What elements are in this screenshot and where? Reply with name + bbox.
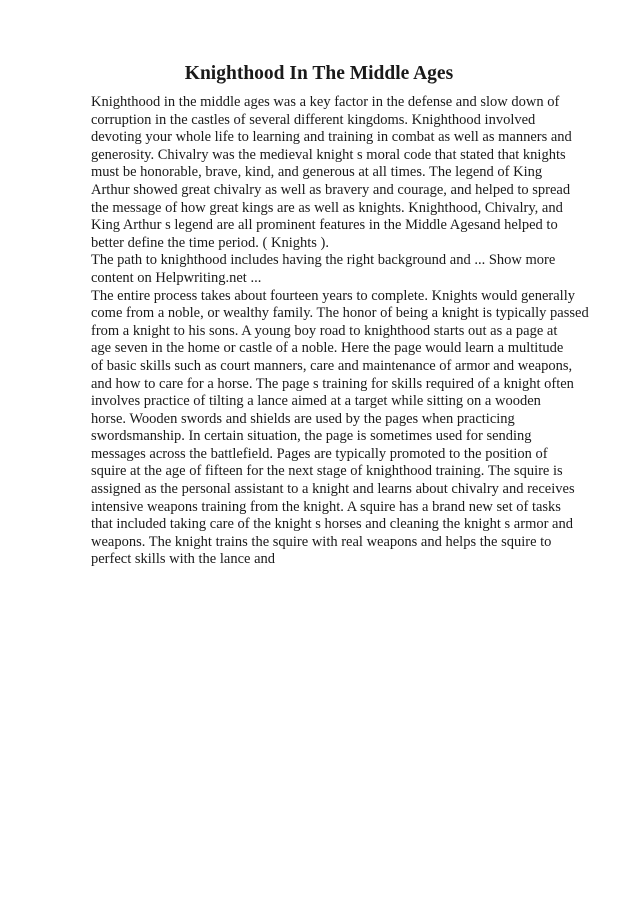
body-line: The entire process takes about fourteen years to complete. Knights would generally [91,287,575,304]
body-line: The path to knighthood includes having the right background and ... Show more [91,252,556,269]
body-line: better define the time period. ( Knights ). [91,234,329,251]
body-line: and how to care for a horse. The page s training for skills required of a knight often [91,375,574,392]
page-title: Knighthood In The Middle Ages [184,63,454,84]
body-line: King Arthur s legend are all prominent features in the Middle Agesand helped to [91,217,558,234]
body-line: Arthur showed great chivalry as well as bravery and courage, and helped to spread [91,181,571,198]
body-line: messages across the battlefield. Pages are typically promoted to the position of [91,445,548,462]
body-line: swordsmanship. In certain situation, the page is sometimes used for sending [91,428,532,445]
body-line: age seven in the home or castle of a noble. Here the page would learn a multitude [91,340,564,357]
body-line: corruption in the castles of several different kingdoms. Knighthood involved [91,111,536,128]
body-line: the message of how great kings are as well as knights. Knighthood, Chivalry, and [91,199,563,216]
body-line: squire at the age of fifteen for the next stage of knighthood training. The squire is [91,463,563,480]
body-line: generosity. Chivalry was the medieval knight s moral code that stated that knights [91,146,566,163]
body-line: content on Helpwriting.net ... [91,269,262,286]
body-line: must be honorable, brave, kind, and generous at all times. The legend of King [91,164,543,181]
document-body [91,94,603,569]
body-line: perfect skills with the lance and [91,551,276,568]
body-line: that included taking care of the knight s horses and cleaning the knight s armor and [91,516,573,533]
body-line: come from a noble, or wealthy family. The honor of being a knight is typically passed [91,305,589,322]
body-line: from a knight to his sons. A young boy road to knighthood starts out as a page at [91,322,558,339]
body-line: Knighthood in the middle ages was a key factor in the defense and slow down of [91,94,560,110]
body-line: assigned as the personal assistant to a knight and learns about chivalry and receives [91,481,575,498]
body-line: horse. Wooden swords and shields are used by the pages when practicing [91,410,515,427]
body-line: weapons. The knight trains the squire with real weapons and helps the squire to [91,533,552,550]
body-line: involves practice of tilting a lance aimed at a target while sitting on a wooden [91,393,541,410]
body-line: of basic skills such as court manners, care and maintenance of armor and weapons, [91,357,573,374]
body-line: intensive weapons training from the knight. A squire has a brand new set of tasks [91,498,561,515]
body-line: devoting your whole life to learning and training in combat as well as manners and [91,129,572,146]
